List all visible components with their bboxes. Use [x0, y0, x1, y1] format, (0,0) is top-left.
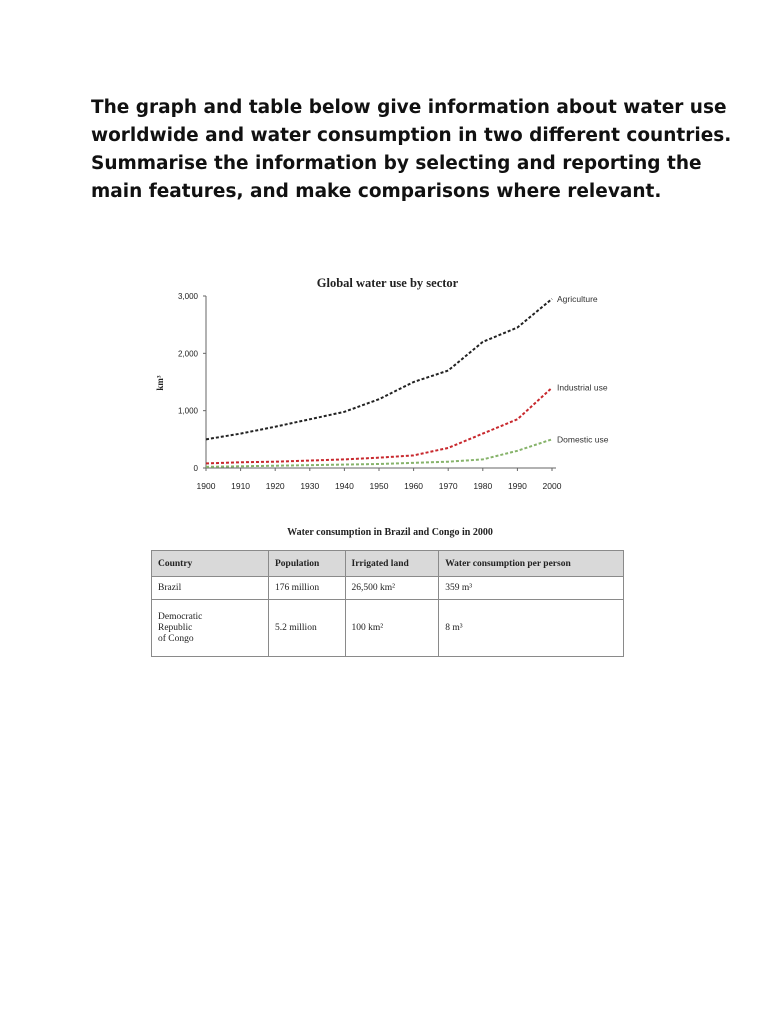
country-name-line: Democratic: [158, 611, 203, 622]
prompt-line: The graph and table below give information about water use: [91, 97, 727, 118]
y-tick-label: 3,000: [177, 292, 198, 301]
y-tick-label: 2,000: [177, 349, 198, 359]
x-tick-label: 1930: [300, 481, 320, 491]
header-population: Population: [269, 551, 346, 577]
x-tick-label: 1990: [507, 481, 527, 491]
country-name-line: Republic: [158, 622, 193, 633]
cell-irrigated-land: 100 km²: [345, 600, 439, 657]
series-line: [206, 299, 552, 439]
x-tick-label: 1940: [334, 481, 354, 491]
header-country: Country: [152, 551, 269, 577]
chart-title: Global water use by sector: [316, 276, 459, 290]
country-name-line: of Congo: [158, 633, 194, 644]
cell-population: 176 million: [269, 577, 346, 600]
cell-country: [152, 577, 269, 600]
y-tick-label: 1,000: [177, 406, 198, 416]
header-irrigated-land: Irrigated land: [345, 551, 439, 577]
cell-water-consumption: 359 m³: [439, 577, 624, 600]
x-tick-label: 2000: [542, 481, 562, 491]
prompt-line: Summarise the information by selecting and reporting the: [91, 153, 702, 174]
table-row: [152, 600, 624, 657]
series-line: [206, 388, 552, 464]
x-tick-label: 1980: [473, 481, 493, 491]
x-tick-label: 1910: [231, 481, 251, 491]
cell-water-consumption: 8 m³: [439, 600, 624, 657]
header-water-consumption: Water consumption per person: [439, 551, 624, 577]
x-tick-label: 1900: [196, 481, 216, 491]
cell-country: [152, 600, 269, 657]
table-row: [152, 577, 624, 600]
series-label: Domestic use: [557, 434, 609, 445]
x-tick-label: 1920: [265, 481, 285, 491]
prompt-line: main features, and make comparisons where relevant.: [91, 181, 662, 202]
x-tick-label: 1960: [404, 481, 424, 491]
cell-population: 5.2 million: [269, 600, 346, 657]
water-consumption-table: [151, 550, 624, 657]
y-axis-label: km³: [155, 375, 165, 391]
x-tick-label: 1950: [369, 481, 389, 491]
table-title: Water consumption in Brazil and Congo in 2000: [287, 527, 493, 538]
country-name-line: Brazil: [158, 582, 182, 593]
series-label: Industrial use: [557, 382, 608, 393]
table-header-row: [152, 551, 624, 577]
x-tick-label: 1970: [438, 481, 458, 491]
prompt-line: worldwide and water consumption in two different countries.: [91, 125, 732, 146]
cell-irrigated-land: 26,500 km²: [345, 577, 439, 600]
y-tick-label: 0: [193, 464, 198, 473]
series-label: Agriculture: [557, 293, 598, 304]
